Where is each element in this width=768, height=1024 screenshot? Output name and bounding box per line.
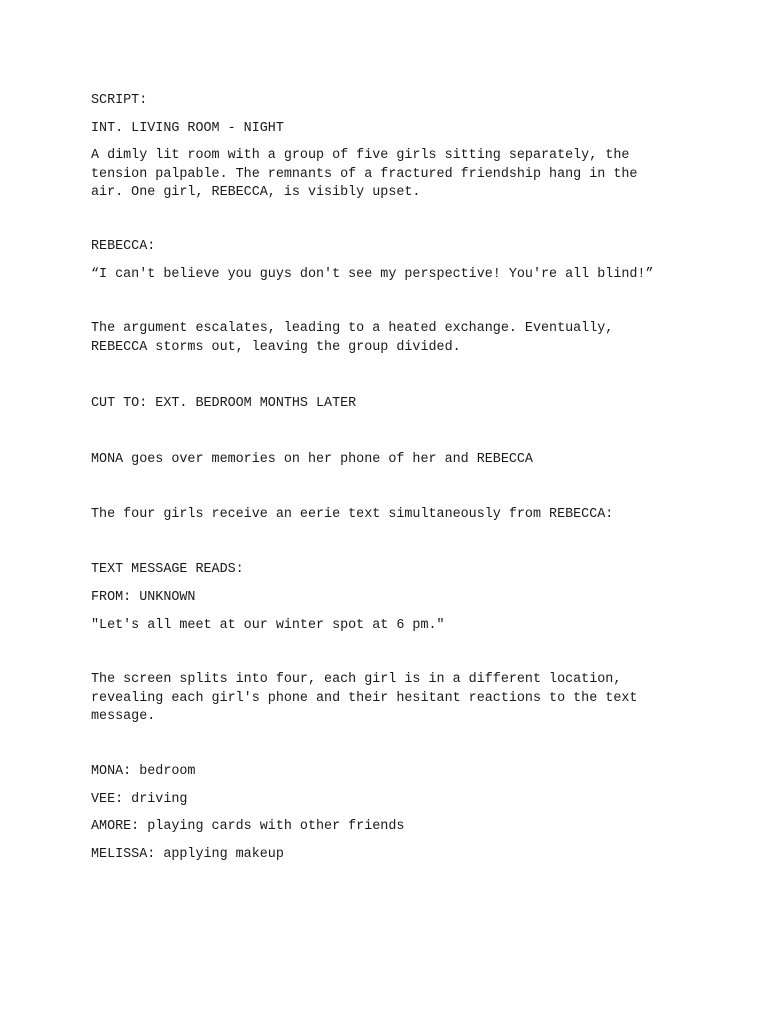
- script-heading: SCRIPT:: [91, 93, 148, 108]
- action-line: The screen splits into four, each girl is in a different location,: [91, 672, 622, 687]
- action-eerie-text: The four girls receive an eerie text simultaneously from REBECCA:: [91, 507, 614, 522]
- scene-description-line: A dimly lit room with a group of five girls sitting separately, the: [91, 148, 630, 163]
- action-line: revealing each girl's phone and their hesitant reactions to the text: [91, 690, 638, 706]
- text-message-heading: TEXT MESSAGE READS:: [91, 562, 244, 577]
- text-message-body: "Let's all meet at our winter spot at 6 pm.": [91, 618, 445, 633]
- scene-heading: INT. LIVING ROOM - NIGHT: [91, 121, 284, 136]
- action-split-screen: [91, 671, 691, 727]
- scene-description: [91, 147, 691, 203]
- location-mona: MONA: bedroom: [91, 764, 196, 779]
- action-mona-memories: MONA goes over memories on her phone of her and REBECCA: [91, 452, 533, 467]
- location-vee: VEE: driving: [91, 792, 188, 807]
- location-melissa: MELISSA: applying makeup: [91, 847, 284, 862]
- action-argument: [91, 320, 691, 357]
- transition-cut-to: CUT TO: EXT. BEDROOM MONTHS LATER: [91, 396, 357, 411]
- location-amore: AMORE: playing cards with other friends: [91, 819, 405, 834]
- scene-description-line: tension palpable. The remnants of a fractured friendship hang in the: [91, 166, 638, 182]
- character-name-rebecca: REBECCA:: [91, 239, 156, 254]
- action-line: The argument escalates, leading to a heated exchange. Eventually,: [91, 321, 614, 336]
- text-message-from: FROM: UNKNOWN: [91, 590, 196, 605]
- dialogue-rebecca: “I can't believe you guys don't see my perspective! You're all blind!”: [91, 267, 654, 282]
- scene-description-line: air. One girl, REBECCA, is visibly upset.: [91, 185, 421, 200]
- action-line: message.: [91, 709, 156, 724]
- action-line: REBECCA storms out, leaving the group divided.: [91, 339, 461, 355]
